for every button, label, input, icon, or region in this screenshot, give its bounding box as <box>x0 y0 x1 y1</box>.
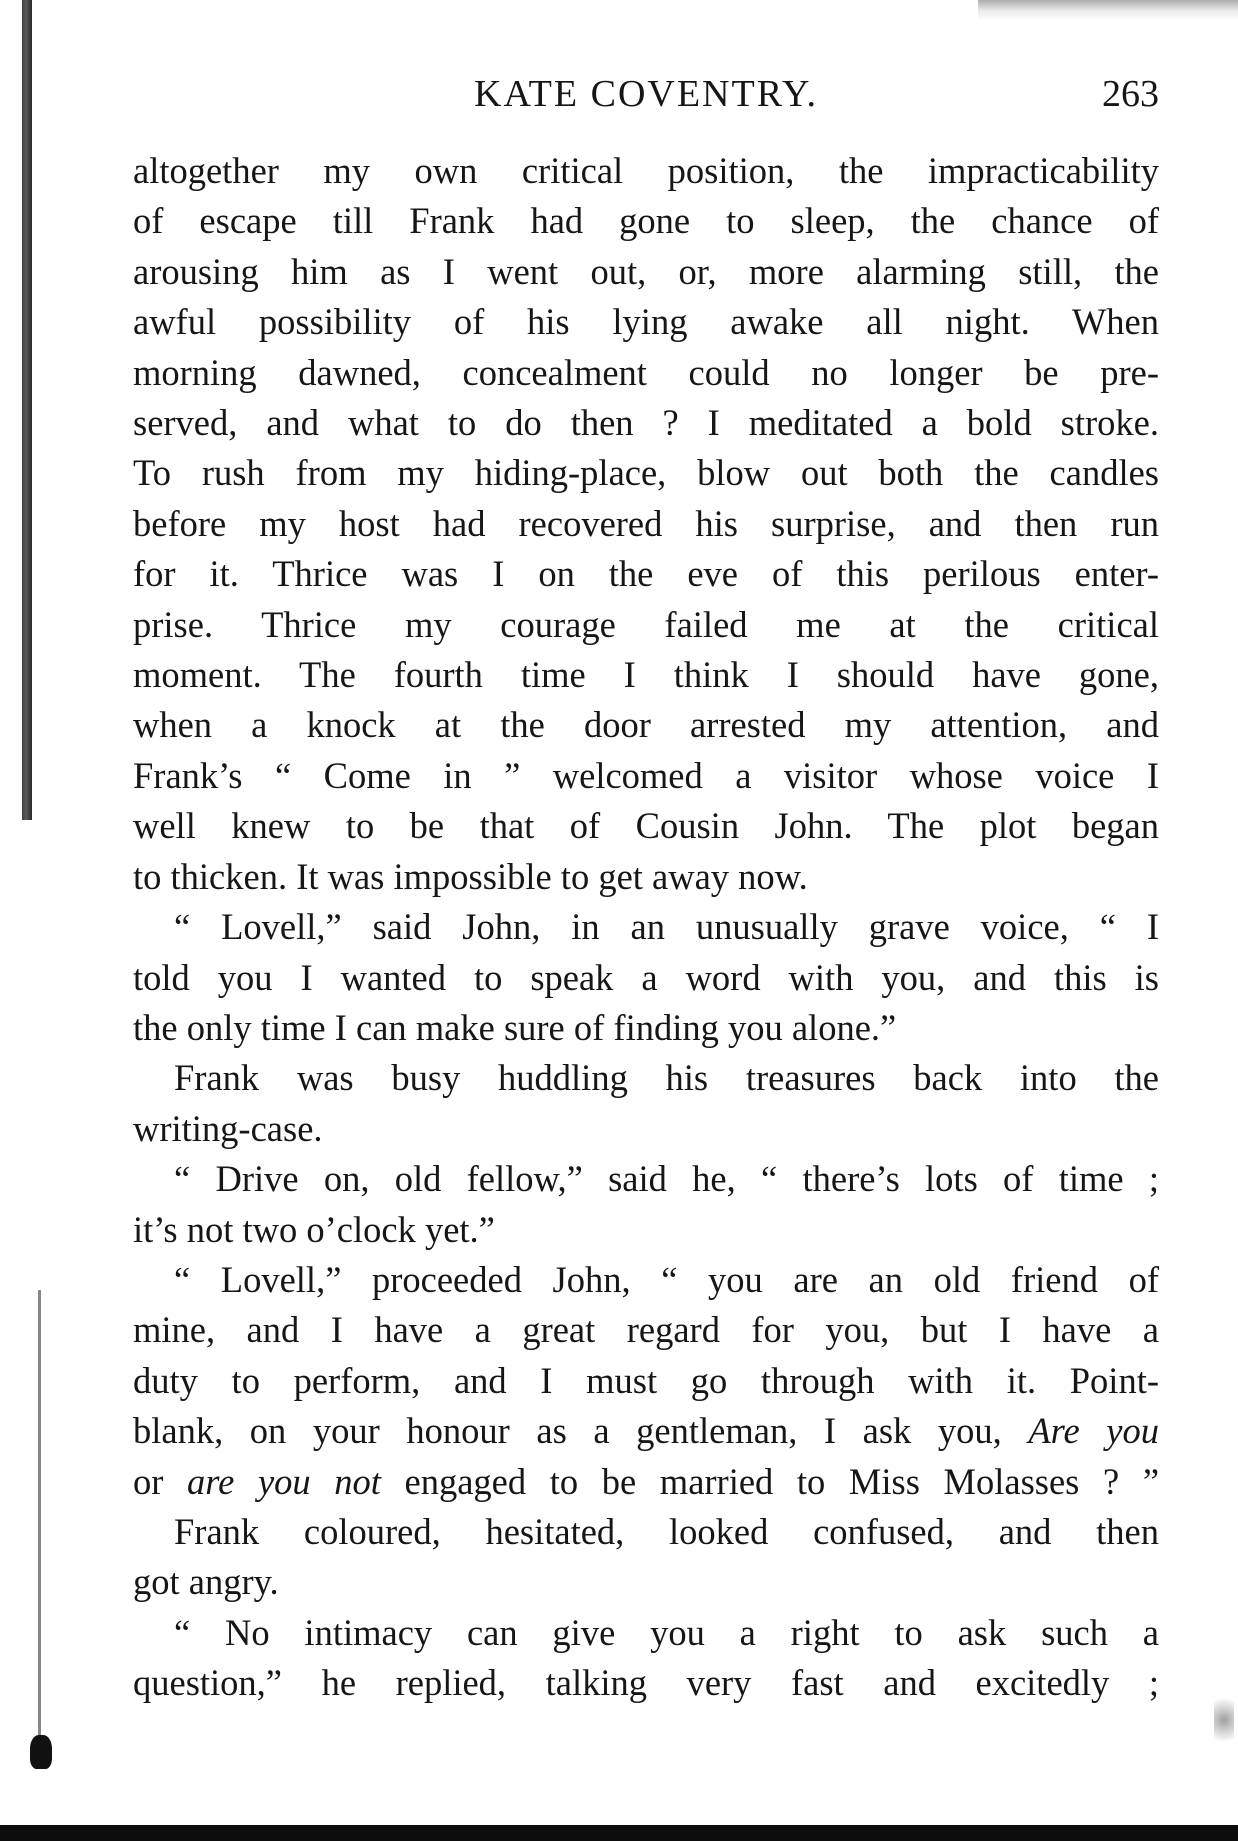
text-line: it’s not two o’clock yet.” <box>133 1208 495 1250</box>
text-line: to thicken. It was impossible to get away now. <box>133 855 808 897</box>
text-line: Frank was busy huddling his treasures back into the <box>174 1057 1159 1099</box>
text-line: “ No intimacy can give you a right to ask such a <box>174 1611 1159 1653</box>
body-text <box>133 146 1159 1709</box>
text-line: arousing him as I went out, or, more alarming still, the <box>133 250 1159 292</box>
text-line: when a knock at the door arrested my attention, and <box>133 704 1159 746</box>
text-line: of escape till Frank had gone to sleep, the chance of <box>133 200 1159 242</box>
text-line: To rush from my hiding-place, blow out both the candles <box>133 452 1159 494</box>
text-line: mine, and I have a great regard for you, but I have a <box>133 1309 1159 1351</box>
text-line: Frank’s “ Come in ” welcomed a visitor whose voice I <box>133 754 1159 796</box>
text-line-with-italic <box>133 1406 1159 1456</box>
text-segment: blank, on your honour as a gentleman, I ask you, <box>133 1410 1002 1452</box>
text-line: well knew to be that of Cousin John. The plot began <box>133 805 1159 847</box>
text-line: for it. Thrice was I on the eve of this perilous enter- <box>133 553 1159 595</box>
text-line: duty to perform, and I must go through with it. Point- <box>133 1359 1159 1401</box>
text-line: before my host had recovered his surprise, and then run <box>133 502 1159 544</box>
text-line: got angry. <box>133 1561 279 1603</box>
binding-edge-shadow <box>22 0 32 820</box>
binding-edge-line <box>38 1290 41 1760</box>
binding-blot <box>30 1735 52 1769</box>
scan-noise-right <box>1214 1690 1234 1750</box>
text-line: Frank coloured, hesitated, looked confused, and then <box>174 1510 1159 1552</box>
running-title: KATE COVENTRY. <box>474 73 818 115</box>
text-line: “ Drive on, old fellow,” said he, “ there’s lots of time ; <box>174 1158 1159 1200</box>
scan-noise-top <box>978 0 1238 20</box>
text-line: served, and what to do then ? I meditated a bold stroke. <box>133 402 1159 444</box>
text-line: moment. The fourth time I think I should have gone, <box>133 654 1159 696</box>
text-line: “ Lovell,” proceeded John, “ you are an old friend of <box>174 1258 1159 1300</box>
text-segment: or <box>133 1460 164 1502</box>
text-segment: engaged to be married to Miss Molasses ? ” <box>404 1460 1160 1502</box>
text-line: altogether my own critical position, the impracticability <box>133 150 1159 191</box>
page-header <box>133 70 1159 118</box>
scan-bottom-edge <box>0 1825 1238 1841</box>
text-line: told you I wanted to speak a word with you, and this is <box>133 956 1159 998</box>
text-line: awful possibility of his lying awake all night. When <box>133 301 1159 343</box>
text-line: “ Lovell,” said John, in an unusually grave voice, “ I <box>174 906 1159 948</box>
text-line-with-italic <box>133 1457 1159 1507</box>
text-line: writing-case. <box>133 1107 323 1149</box>
text-line: morning dawned, concealment could no longer be pre- <box>133 351 1159 393</box>
text-line: question,” he replied, talking very fast and excitedly ; <box>133 1662 1159 1704</box>
text-line: prise. Thrice my courage failed me at the critical <box>133 603 1159 645</box>
page-number: 263 <box>1102 73 1159 115</box>
text-line: the only time I can make sure of finding you alone.” <box>133 1006 897 1048</box>
italic-segment: are you not <box>187 1460 381 1502</box>
italic-segment: Are you <box>1028 1410 1160 1452</box>
